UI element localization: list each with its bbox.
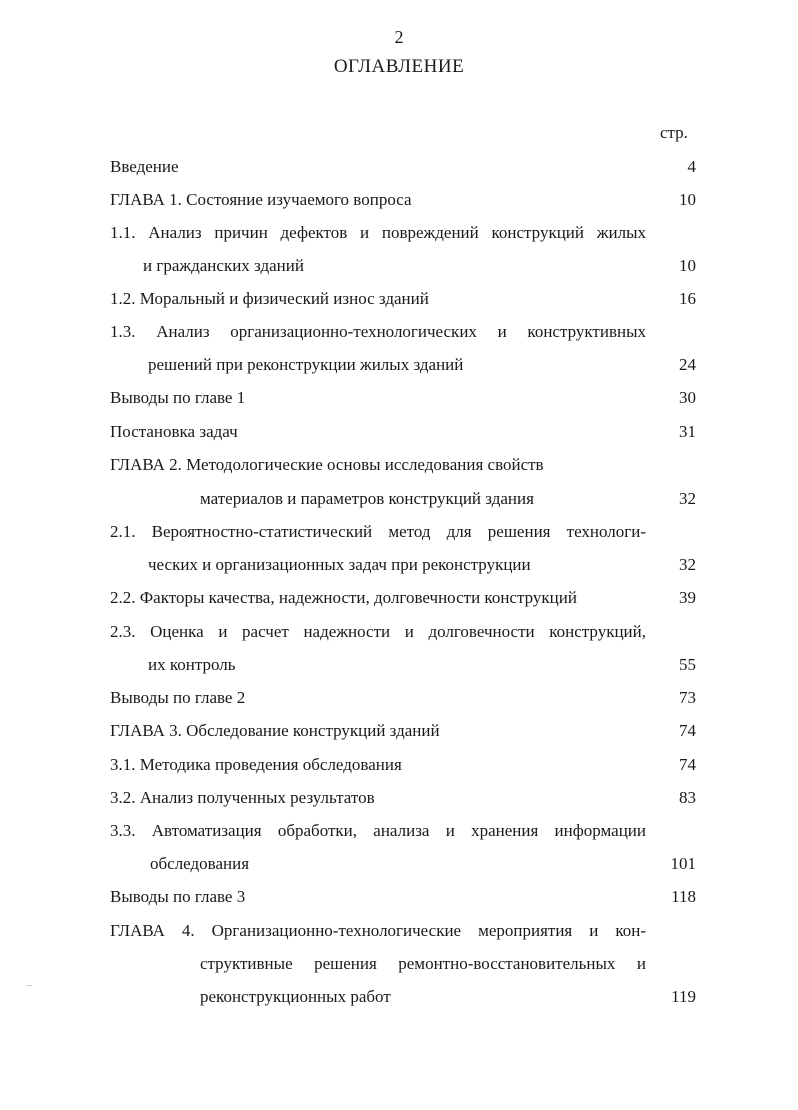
toc-entry [110,453,696,477]
toc-entry [110,420,696,444]
toc-entry [110,620,696,644]
toc-entry-page: 30 [679,388,696,407]
toc-entry-title-cont: ческих и организационных задач при реконструкции [148,555,531,574]
toc-entry-title-cont: структивные решения ремонтно-восстановительных и [200,954,646,973]
toc-entry-title: 3.1. Методика проведения обследования [110,755,402,774]
toc-entry-continuation [110,952,696,976]
toc-entry-page: 10 [679,190,696,209]
toc-entry-page: 55 [679,655,696,674]
toc-entry-title: 1.2. Моральный и физический износ зданий [110,289,429,308]
toc-entry-page: 74 [679,755,696,774]
toc-entry-continuation [110,553,696,577]
toc-entry [110,719,696,743]
toc-entry [110,586,696,610]
page-number: 2 [394,27,404,47]
toc-entry-title: Введение [110,157,179,176]
toc-entry [110,386,696,410]
toc-entry-continuation [110,254,696,278]
toc-entry [110,819,696,843]
toc-entry-title-cont: материалов и параметров конструкций здания [200,489,534,508]
toc-entry-page: 16 [679,289,696,308]
toc-entry-title: 2.3. Оценка и расчет надежности и долговечности конструкций, [110,622,646,641]
scan-artifact [26,985,32,986]
toc-entry-page: 39 [679,588,696,607]
toc-entry-title: ГЛАВА 1. Состояние изучаемого вопроса [110,190,412,209]
toc-entry [110,686,696,710]
toc-entry-title: Постановка задач [110,422,238,441]
toc-entry [110,520,696,544]
toc-entry [110,753,696,777]
toc-entry-continuation [110,985,696,1009]
toc-entry-continuation [110,353,696,377]
toc-entry-page: 73 [679,688,696,707]
toc-entry-page: 119 [671,987,696,1006]
toc-entry-page: 10 [679,256,696,275]
toc-entry [110,919,696,943]
toc-entry-title: 1.1. Анализ причин дефектов и повреждений конструкций жилых [110,223,646,242]
toc-entry-title-cont: реконструкционных работ [200,987,391,1006]
page-column-label: стр. [660,123,688,142]
toc-entry-title: ГЛАВА 2. Методологические основы исследования свойств [110,455,544,474]
page-title: ОГЛАВЛЕНИЕ [333,56,465,77]
toc-entry-page: 32 [679,555,696,574]
toc-entry-title: Выводы по главе 1 [110,388,246,407]
toc-entry-page: 31 [679,422,696,441]
toc-entry [110,885,696,909]
toc-entry-title: ГЛАВА 4. Организационно-технологические мероприятия и кон- [110,921,646,940]
toc-entry-page: 101 [670,854,696,873]
toc-entry-page: 4 [687,157,696,176]
toc-entry-title-cont: и гражданских зданий [143,256,304,275]
toc-entry-title: ГЛАВА 3. Обследование конструкций зданий [110,721,440,740]
toc-entry-continuation [110,852,696,876]
toc-entry-title: 2.1. Вероятностно-статистический метод для решения технологи- [110,522,646,541]
toc-entry-continuation [110,487,696,511]
toc-entry [110,786,696,810]
toc-entry-title-cont: обследования [150,854,250,873]
toc-entry-title-cont: их контроль [148,655,236,674]
toc-entry-title: Выводы по главе 2 [110,688,246,707]
toc-entry [110,188,696,212]
toc-entry [110,287,696,311]
toc-entry-title: 2.2. Факторы качества, надежности, долговечности конструкций [110,588,577,607]
toc-entry-title: 1.3. Анализ организационно-технологических и конструктивных [110,322,646,341]
toc-entry-title: 3.3. Автоматизация обработки, анализа и хранения информации [110,821,646,840]
toc-entry [110,320,696,344]
toc-entry-title: Выводы по главе 3 [110,887,246,906]
toc-entry-page: 83 [679,788,696,807]
toc-entry-page: 118 [671,887,696,906]
toc-entry [110,155,696,179]
toc-entry-page: 74 [679,721,696,740]
toc-entry [110,221,696,245]
toc-entry-title-cont: решений при реконструкции жилых зданий [148,355,464,374]
toc-entry-continuation [110,653,696,677]
toc-entry-page: 32 [679,489,696,508]
toc-entry-page: 24 [679,355,696,374]
toc-entry-title: 3.2. Анализ полученных результатов [110,788,375,807]
